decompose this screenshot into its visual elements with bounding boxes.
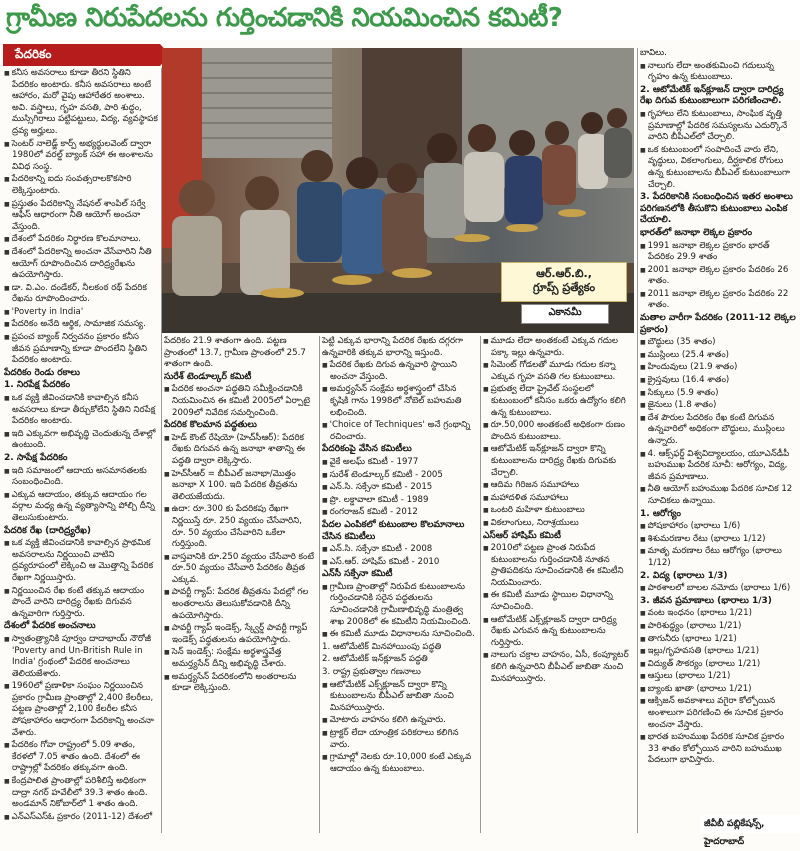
paragraph: ■ వికలాంగులు, నిరాశ్రయులు (483, 518, 633, 530)
paragraph: ■ సురేశ్‌ టెండూల్కర్‌ కమిటీ - 2005 (322, 470, 477, 482)
paragraph: ■ జైనులు (1.8 శాతం) (640, 400, 797, 412)
subheading: ఎన్‌సీ సక్సేనా కమిటీ (322, 569, 393, 580)
subheading: సురేశ్‌ టెండూల్కర్‌ కమిటీ (164, 371, 252, 382)
paragraph: ■ పేదరికం గోవా రాష్ట్రంలో 5.09 శాతం, కేరళలో 7.05 శాతం ఉంది. దేశంలో ఈ రాష్ట్రాల్లో పేదరికం తక్కువగా ఉంది. (4, 740, 158, 775)
paragraph: ■ వైకే అలఘ్‌ కమిటీ - 1977 (322, 457, 477, 469)
paragraph: ■ 2001 జనాభా లెక్కల ప్రకారం పేదరికం 26 శాతం. (640, 265, 797, 288)
subheading: భారత్‌లో జనాభా లెక్కల ప్రకారం (640, 227, 753, 238)
paragraph: ■ హిందువులు (21.9 శాతం) (640, 362, 797, 374)
column-divider (480, 336, 481, 833)
paragraph: ■ ఉదా: రూ.300 కు పేదరికపు రేఖగా నిర్ణయిస్తే రూ. 250 వ్యయం చేసేవారిని, రూ. 50 వ్యయం చేసేవారిని ఒకేలా గుర్తిస్తుంది. (164, 504, 316, 550)
subheading: దేశంలో పేదరిక అంచనాలు (4, 621, 96, 632)
paragraph: ■ ఆటోమేటిక్‌ ఎక్స్‌క్లూజన్‌ ద్వారా కొన్ని కుటుంబాలను బీపీఎల్‌ జాబితా నుంచి మినహాయిస్తారు. (322, 680, 477, 715)
subheading: పేదరికంపై వేసిన కమిటీలు (322, 444, 412, 455)
paragraph: ■ స్వాతంత్ర్యానికి పూర్వం దాదాభాయ్‌ నౌరోజీ 'Poverty and Un-British Rule in India' గ్రంథంలో పేదరిక అంచనాలు తెలియజేశారు. (4, 634, 158, 680)
paragraph: ■ 2011 జనాభా లెక్కల ప్రకారం పేదరికం 22 శాతం. (640, 289, 797, 312)
subheading: పేదరికం రెండు రకాలు (4, 367, 80, 378)
subheading: పేదరిక రేఖ (దారిద్ర్యరేఖ) (4, 525, 92, 536)
paragraph: ■ ఎస్‌.ఆర్‌. హాషిమ్‌ కమిటీ - 2010 (322, 557, 477, 569)
paragraph: ■ ఆటోమేటిక్‌ ఎక్స్‌క్లూజన్‌ ద్వారా దారిద్ర్య రేఖకు ఎగువన ఉన్న కుటుంబాలను గుర్తిస్తారు. (483, 615, 633, 650)
paragraph: ■ దేశ పౌరుల పేదరికం రేఖ కంటే దిగువన ఉన్నవారిలో అధికంగా బౌద్ధులు, ముస్లింలు ఉన్నారు. (640, 413, 797, 448)
paragraph: ■ పావర్టీ గ్యాప్‌: పేదరిక తీవ్రతను పేదల్లో గల అంతరాలను తెలుసుకోవడానికి దీన్ని ఉపయోగిస్తారు. (164, 587, 316, 622)
column-1 (4, 68, 158, 833)
column-divider (319, 336, 320, 833)
subheading: పేదరిక కొలమాన పద్ధతులు (164, 420, 257, 431)
column-divider (161, 68, 162, 833)
paragraph: ■ నీతి ఆయోగ్‌ బహుముఖ పేదరిక సూచిక 12 సూచికలు ఉన్నాయి. (640, 484, 797, 507)
paragraph: ■ అమర్త్యసేన్‌ పేదరికంలోని అంతరాలను కూడా లెక్కిస్తుంది. (164, 672, 316, 695)
section-tag (3, 44, 160, 66)
paragraph: ■ రంగరాజన్‌ కమిటీ - 2012 (322, 507, 477, 519)
paragraph: ■ క్రైస్తవులు (16.4 శాతం) (640, 375, 797, 387)
column-3 (322, 336, 477, 833)
paragraph: ■ 'Choice of Techniques' అనే గ్రంథాన్ని రచించారు. (322, 420, 477, 443)
paragraph: 3. రాష్ట్ర ప్రభుత్వాల గణనాలు (322, 667, 421, 678)
paragraph: ■ దేశంలో పేదరికం నిర్ధారణ కొలమానాలు. (4, 234, 158, 246)
paragraph: ■ భారత బహుముఖ పేదరిక సూచిక ప్రకారం 33 శాతం కోల్పోయిన వారిని బహుముఖ పేదలుగా భావిస్తారు. (640, 732, 797, 767)
paragraph: ■ ఇది ఎక్కువగా అభివృద్ధి చెందుతున్న దేశాల్లో ఉంటుంది. (4, 429, 158, 452)
paragraph: ■ ముస్లింలు (25.4 శాతం) (640, 350, 797, 362)
paragraph: ■ కనీస అవసరాలు కూడా తీరని స్థితిని పేదరికం అంటారు. కనీస అవసరాలు అంటే ఆహారం, మరో వైపు ఆహారేతర అంశాలు. అవి. వస్త్రాలు, గృహ వసతి, పారి శుద్ధం, ముస్సిగిరాలు పట్టిపట్టులు, విద్య, వ్యవస్థాపక ద్రవ్య అర్హులు. (4, 68, 158, 138)
paragraph: ■ పేదరికాన్ని ఐదు సంవత్సరాలకొకసారి లెక్కిస్తుంటారు. (4, 174, 158, 197)
badge-line2: గ్రూప్స్‌ ప్రత్యేకం (532, 281, 596, 294)
badge-title (501, 262, 627, 302)
paragraph: ■ ఈ కమిటీ మూడు విధానాలను సూచించింది. (322, 629, 477, 641)
paragraph: ■ ఒక వ్యక్తి జీవించడానికి కావాల్సిన కనీస అవసరాలు కూడా తీర్చుకోలేని స్థితిని నిరపేక్ష పేదరికం అంటారు. (4, 393, 158, 428)
badge-line1: ఆర్‌.ఆర్‌.బి., (536, 267, 592, 280)
column-divider (637, 48, 638, 833)
paragraph: ■ రూ.50,000 అంతకంటే అధికంగా రుణం పొందిన కుటుంబాలు. (483, 420, 633, 443)
paragraph: ■ ఆక్సిజన్‌ అవకాశాలు వగైరా కోల్పోయిన అంశాలుగా పరిగణించి ఈ సూచిక ప్రకారం అంచనా వేస్తారు. (640, 696, 797, 731)
paragraph: పేదరికం 21.9 శాతంగా ఉంది. పట్టణ ప్రాంతంలో 13.7, గ్రామీణ ప్రాంతంలో 25.7 శాతంగా ఉంది. (164, 336, 306, 370)
paragraph: ■ ఆదిమ గిరిజన సమూహాలు (483, 480, 633, 492)
paragraph: ■ తాగునీరు (భారాలు 1/21) (640, 634, 797, 646)
paragraph: ■ ఒంటరి మహిళా కుటుంబాలు (483, 505, 633, 517)
paragraph: ■ ట్రాక్టర్‌ లేదా యాంత్రిక పరికరాలు కలిగిన వారు. (322, 728, 477, 751)
paragraph: ■ ఆస్తులు (భారాలు 1/21) (640, 671, 797, 683)
paragraph: ■ ఎన్‌.సి. సక్సేనా కమిటీ - 2015 (322, 482, 477, 494)
paragraph: ■ సిమెంట్‌ గోడలతో మూడు గదుల కన్నా ఎక్కువ గృహ వసతి గల కుటుంబాలు. (483, 360, 633, 383)
paragraph: ■ ఆటోమేటిక్‌ ఇన్‌క్లూజన్‌ ద్వారా కొన్ని కుటుంబాలను దారిద్ర్య రేఖకు దిగువకు చేర్చాలి. (483, 444, 633, 479)
column-2 (164, 336, 316, 833)
paragraph: ■ వంట ఇంధనం (భారాలు 1/21) (640, 608, 797, 620)
paragraph: ■ గ్రామీణ ప్రాంతాల్లో నిరుపేద కుటుంబాలను గుర్తించడానికి సరైన పద్ధతులను సూచించడానికి గ్రామీణాభివృద్ధి మంత్రిత్వ శాఖ 2008లో ఈ కమిటీని నియమించింది. (322, 582, 477, 628)
paragraph: ■ మూడు లేదా అంతకంటే ఎక్కువ గదుల పక్కా ఇల్లు ఉన్నవారు. (483, 336, 633, 359)
paragraph: ■ 1960లో ప్రణాళికా సంఘం నిర్ణయించిన ప్రకారం గ్రామీణ ప్రాంతాల్లో 2,400 కేలరీలు, పట్టణ ప్రాంతాల్లో 2,100 కేలరీల కనీస పోషకాహారం ఆధారంగా పేదరికాన్ని అంచనా వేశారు. (4, 681, 158, 739)
paragraph: ■ పారిశుద్ధ్యం (భారాలు 1/21) (640, 621, 797, 633)
paragraph: ■ గ్రామాల్లో నెలకు రూ.10,000 కంటే ఎక్కువ ఆదాయం ఉన్న కుటుంబాలు. (322, 752, 477, 775)
paragraph: ■ శిశుమరణాల రేటు (భారాలు 1/12) (640, 534, 797, 546)
paragraph: 2. ఆటోమేటిక్‌ ఇన్‌క్లూజన్‌ పద్ధతి (322, 654, 428, 665)
paragraph: ■ హెడ్‌ కౌంట్‌ రేషియో (హెచ్‌సీఆర్‌): పేదరిక రేఖకు దిగువన ఉన్న జనాభా శాతాన్ని ఈ పద్ధతి ద్వారా లెక్కిస్తారు. (164, 433, 316, 468)
subheading: 2. విద్య (భారాలు 1/3) (640, 570, 728, 581)
paragraph: ■ ప్రభుత్వ లేదా ప్రైవేట్‌ సంస్థలలో కుటుంబంలో కనీసం ఒకరు ఉద్యోగం కలిగి ఉన్న కుటుంబాలు. (483, 384, 633, 419)
paragraph: ■ గృహాలు లేని కుటుంబాలు, సాంఘిక వృత్తి ప్రమాణాల్లో పేదరిక సమస్యలను ఎదుర్కొనే వారిని బీపీఎల్‌లో చేర్చాలి. (640, 109, 797, 144)
publisher-credit: జీవీబీ పబ్లికేషన్స్‌, హైదరాబాద్‌ (700, 815, 800, 833)
paragraph: ■ మాతృ మరణాల రేటు ఆరోగ్యం (భారాలు 1/12) (640, 546, 797, 569)
article-badge (501, 262, 627, 324)
paragraph: ■ ఒక వ్యక్తి జీవించడానికి కావాల్సిన ప్రాథమిక అవసరాలను నిర్ణయించి వాటిని ద్రవ్యరూపంలో లెక్కించి ఆ మొత్తాన్ని పేదరిక రేఖగా నిర్ణయిస్తారు. (4, 538, 158, 584)
paragraph: ■ నాలుగు లేదా అంతకుమించి గదులున్న గృహం ఉన్న కుటుంబాలు. (640, 61, 797, 84)
paragraph: ■ పేదరిక అంచనా పద్ధతిని సమీక్షించడానికి నియమించిన ఈ కమిటీ 2005లో ఏర్పాటై 2009లో నివేదిక సమర్పించింది. (164, 384, 316, 419)
paragraph: ■ పోషకాహారం (భారాలు 1/6) (640, 521, 797, 533)
paragraph: ■ ప్రపంచ బ్యాంక్‌ నిర్వచనం ప్రకారం కనీస జీవన ప్రమాణాన్ని కూడా పొందలేని స్థితిని పేదరికం అంటారు. (4, 332, 158, 367)
paragraph: ■ ఎక్కువ ఆదాయం, తక్కువ ఆదాయం గల వర్గాల మధ్య ఉన్న వ్యత్యాసాన్ని పోల్చి దీన్ని తెలుసుకుంటారు. (4, 490, 158, 525)
paragraph: ■ 'Poverty in India' (4, 307, 158, 319)
paragraph: ■ వాస్తవానికి రూ.250 వ్యయం చేసేవారి కంటే రూ.50 వ్యయం చేసేవారి పేదరికం తీవ్రత ఎక్కువ. (164, 552, 316, 587)
paragraph: ■ బౌద్ధులు (35 శాతం) (640, 337, 797, 349)
paragraph: ■ బ్యాంకు ఖాతా (భారాలు 1/21) (640, 684, 797, 696)
paragraph: ■ సిక్కులు (5.9 శాతం) (640, 388, 797, 400)
paragraph: ■ నిర్ణయించిన రేఖ కంటే తక్కువ ఆదాయం పొందే వారిని దారిద్ర్య రేఖకు దిగువన ఉన్నవారిగా గుర్తిస్తారు. (4, 586, 158, 621)
paragraph: ■ సెన్‌ ఇండెక్స్‌: సంక్షేమ అర్థశాస్త్రవేత్త అమర్త్యసేన్‌ దీన్ని అభివృద్ధి చేశారు. (164, 647, 316, 670)
paragraph: ■ ఇది సమాజంలో ఆదాయ అసమానతలకు సంబంధించింది. (4, 466, 158, 489)
paragraph: ■ పాఠశాలలో బాలల నమోదు (భారాలు 1/6) (640, 583, 797, 595)
paragraph: ■ విద్యుత్‌ సౌకర్యం (భారాలు 1/21) (640, 659, 797, 671)
paragraph: ■ ఇల్లు/గృహవసతి (భారాలు 1/21) (640, 646, 797, 658)
subheading: పేదల ఎంపికలో కుటుంబాల కొలమానాలు చేసిన కమిటీలు (322, 519, 465, 542)
subheading: 2. సాపేక్ష పేదరికం (4, 453, 68, 463)
paragraph: పెట్టి ఎక్కువ భారాన్ని పేదరిక రేఖకు దగ్గరగా ఉన్నవారికి తక్కువ భారాన్ని ఇస్తుంది. (322, 336, 463, 358)
paragraph: ■ కేంద్రపాలిత ప్రాంతాల్లో పరిశీలిస్తే అధికంగా దాద్రా నగర్‌ హవేలీలో 39.3 శాతం ఉంది. అండమాన్‌ నికోబార్‌లో 1 శాతం ఉంది. (4, 776, 158, 811)
paragraph: ■ ఒక కుటుంబంలో సంపాదించే వారు లేని, వృద్ధులు, వికలాంగులు, దీర్ఘకాలిక రోగులు ఉన్న కుటుంబాలను బీపీఎల్‌ కుటుంబాలుగా చేర్చాలి. (640, 145, 797, 191)
column-4 (483, 336, 633, 833)
section-tag-label: పేదరికం (15, 47, 52, 61)
paragraph: ■ మోటారు వాహనం కలిగి ఉన్నవారు. (322, 715, 477, 727)
paragraph: ■ 2010లో పట్టణ ప్రాంత నిరుపేద కుటుంబాలను గుర్తించడానికి నూతన ప్రాతిపదికను సూచించడానికి ఈ కమిటీని నియమించారు. (483, 543, 633, 589)
paragraph: ■ నాలుగు చక్రాల వాహనం, ఏసీ, కంప్యూటర్‌ కలిగి ఉన్నవారిని బీపీఎల్‌ జాబితా నుంచి మినహాయిస్తారు. (483, 650, 633, 685)
subheading: 3. జీవన ప్రమాణాలు (భారాలు 1/3) (640, 595, 772, 606)
column-5 (640, 48, 797, 813)
headline-bar (0, 0, 800, 40)
subheading: 3. పేదరికానికి సంబంధించిన ఇతర అంశాలు పరిగణనలోకి తీసుకొని కుటుంబాలు ఎంపిక చేయాలి. (640, 192, 793, 226)
paragraph: బావిలు. (640, 48, 667, 58)
paragraph: ■ ఎన్‌ఎస్‌ఎస్‌ఓ ప్రకారం (2011-12) దేశంలో (4, 812, 158, 824)
paragraph: ■ డా. వి.ఎం. దండేకర్‌, నీలకంఠ రథ్‌ పేదరిక రేఖను రూపొందించారు. (4, 283, 158, 306)
paragraph: ■ హెచ్‌సీఆర్‌ = బీపీఎల్‌ జనాభా/మొత్తం జనాభా X 100. ఇది పేదరిక తీవ్రతను తెలియజేయదు. (164, 469, 316, 504)
paragraph: ■ 1991 జనాభా లెక్కల ప్రకారం భారత్‌ పేదరికం 29.9 శాతం (640, 241, 797, 264)
subheading: మతాల వారీగా పేదరికం (2011-12 లెక్కల ప్రకారం) (640, 313, 796, 335)
paragraph: ■ ప్రొ. లక్డావాలా కమిటీ - 1989 (322, 495, 477, 507)
paragraph: ■ పేదరిక రేఖకు దిగువ ఉన్నవారి స్థాయిని అంచనా వేస్తుంది. (322, 360, 477, 383)
headline: గ్రామీణ నిరుపేదలను గుర్తించడానికి నియమించిన కమిటీ? (6, 3, 563, 33)
paragraph: ■ ఎన్‌.సి. సక్సేనా కమిటీ - 2008 (322, 544, 477, 556)
subheading: ఎస్‌ఆర్‌ హాషిమ్‌ కమిటీ (483, 530, 561, 541)
paragraph: ■ పేదరికం అనేది ఆర్థిక, సామాజిక సమస్య. (4, 319, 158, 331)
paragraph: ■ దేశంలో పేదరికాన్ని అంచనా వేసేవారిని నీతి ఆయోగ్‌ రూపొందించిన దారిద్ర్యరేఖను ఉపయోగిస్తారు. (4, 247, 158, 282)
paragraph: ■ మహాదళిత సమూహాలు (483, 493, 633, 505)
badge-author: ఎకానమీ (521, 304, 609, 324)
subheading: 1. ఆరోగ్యం (640, 508, 681, 519)
paragraph: ■ 4. ఆక్స్‌ఫర్డ్‌ విశ్వవిద్యాలయం, యూఎన్‌డీపీ బహుముఖ పేదరిక సూచీ: ఆరోగ్యం, విద్య, జీవన ప్రమాణాలు. (640, 449, 797, 484)
paragraph: ■ సెంటర్‌ నాలెడ్జ్‌ కార్ప్‌ అభ్యర్థులవెంట్‌ ద్వారా 1980లో వరల్డ్‌ బ్యాంక్‌ సహా ఈ అంశాలను వివిధ సంస్థ. (4, 139, 158, 174)
subheading: 1. నిరపేక్ష పేదరికం (4, 380, 71, 391)
paragraph: ■ ఈ కమిటీ మూడు స్థాయిల విధానాన్ని సూచించింది. (483, 590, 633, 613)
paragraph: ■ అమర్త్యసేన్‌ సంక్షేమ అర్థశాస్త్రంలో చేసిన కృషికి గాను 1998లో నోబెల్‌ బహుమతి లభించింది. (322, 384, 477, 419)
paragraph: 1. ఆటోమేటిక్‌ మినహాయింపు పద్ధతి (322, 641, 442, 652)
subheading: 2. ఆటోమేటిక్‌ ఇన్‌క్లూజన్‌ ద్వారా దారిద్ర్య రేఖ దిగువ కుటుంబాలుగా పరిగణించాలి. (640, 84, 784, 107)
paragraph: ■ పావర్టీ గ్యాప్‌ ఇండెక్స్‌, స్క్వేర్డ్‌ పావర్టీ గ్యాప్‌ ఇండెక్స్‌ పద్ధతులను ఉపయోగిస్తారు. (164, 623, 316, 646)
paragraph: ■ ప్రస్తుతం పేదరికాన్ని నేషనల్‌ శాంపిల్‌ సర్వే ఆఫీస్‌ ఆధారంగా నీతి ఆయోగ్‌ అంచనా వేస్తుంది. (4, 199, 158, 234)
